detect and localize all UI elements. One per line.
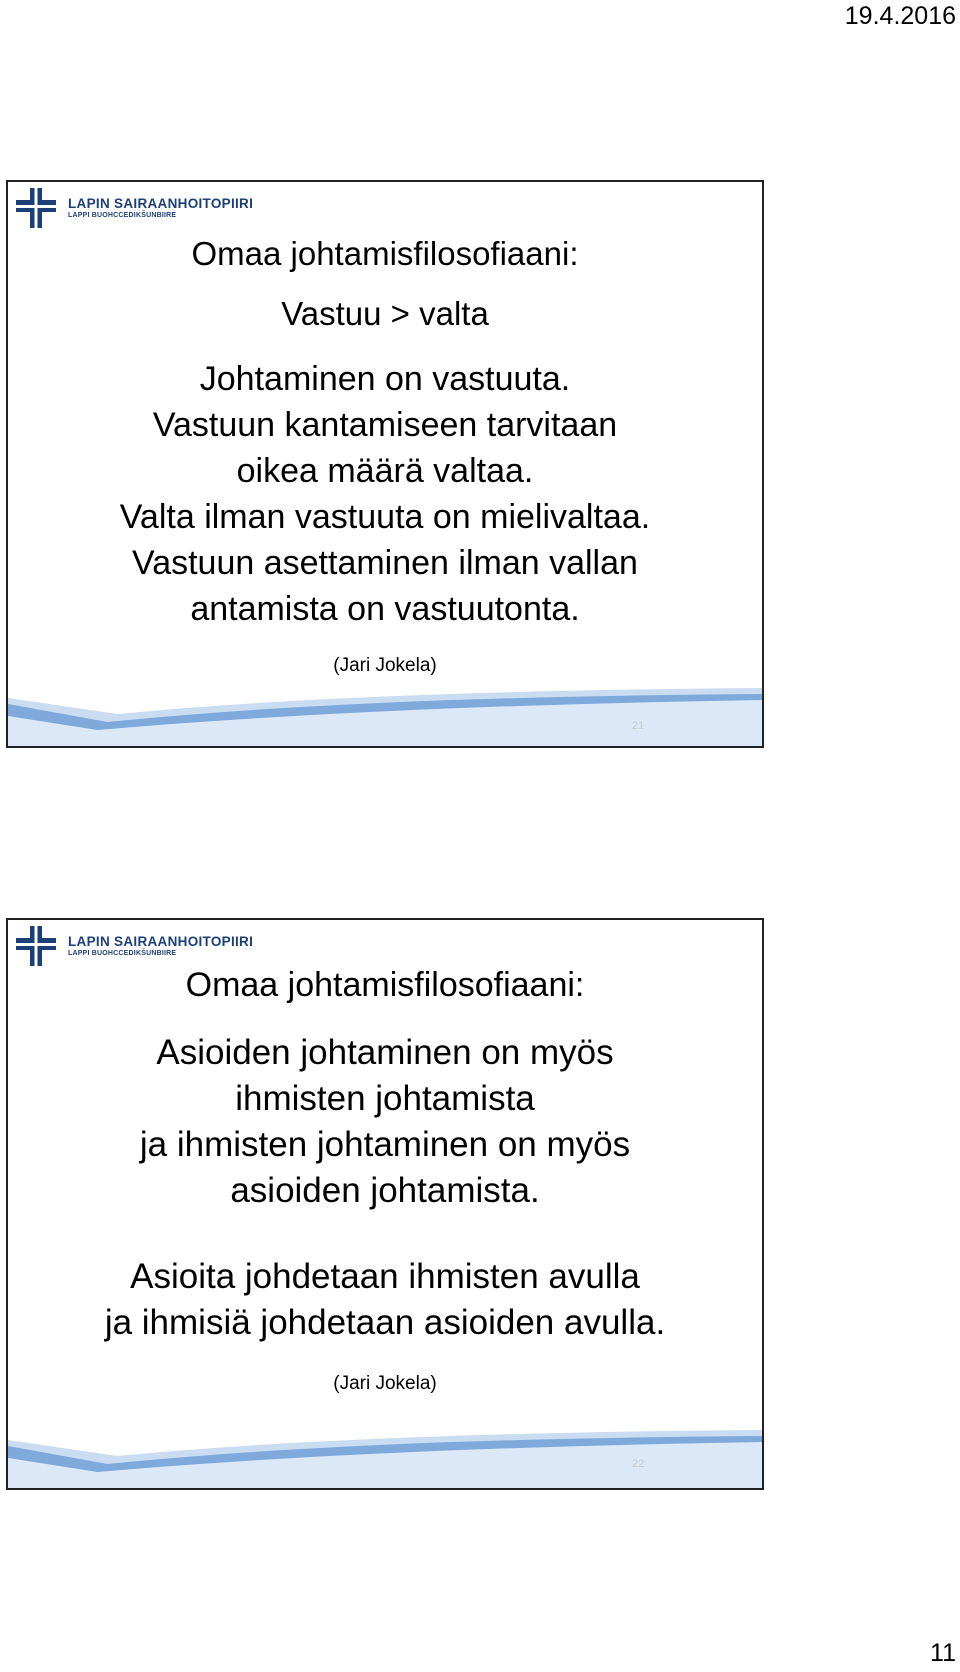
cross-logo-icon [16, 188, 56, 228]
slide-body [8, 1030, 762, 1214]
slide-body [8, 356, 762, 632]
slide-subtitle: Vastuu > valta [281, 295, 489, 332]
slide-22 [6, 918, 764, 1490]
body-line: ja ihmisiä johdetaan asioiden avulla. [104, 1303, 666, 1342]
slide-title: Omaa johtamisfilosofiaani: [185, 966, 585, 1004]
body-line: Vastuun asettaminen ilman vallan [132, 544, 638, 582]
slide-body-2 [8, 1254, 762, 1346]
body-line: Johtaminen on vastuuta. [199, 360, 571, 398]
body-line: ja ihmisten johtaminen on myös [139, 1125, 631, 1164]
slide-21 [6, 180, 764, 748]
body-line: Asioiden johtaminen on myös [156, 1033, 614, 1072]
logo-subtitle: LAPPI BUOHCCEDIKŠUNBIIRE [68, 950, 177, 957]
citation: (Jari Jokela) [333, 1373, 437, 1394]
slide-footer-band [8, 686, 762, 746]
slide-number: 21 [632, 720, 645, 732]
body-line: Valta ilman vastuuta on mielivaltaa. [119, 498, 651, 536]
slide-number: 22 [632, 1458, 645, 1470]
logo [16, 926, 253, 966]
logo-title: LAPIN SAIRAANHOITOPIIRI [68, 934, 254, 949]
body-line: oikea määrä valtaa. [236, 452, 534, 490]
logo [16, 188, 253, 228]
body-line: Vastuun kantamiseen tarvitaan [152, 406, 618, 444]
cross-logo-icon [16, 926, 56, 966]
body-line: Asioita johdetaan ihmisten avulla [130, 1257, 640, 1296]
page-date: 19.4.2016 [844, 2, 956, 30]
slide-footer-band [8, 1428, 762, 1488]
page-number: 11 [930, 1639, 956, 1667]
body-line: ihmisten johtamista [235, 1079, 535, 1118]
logo-title: LAPIN SAIRAANHOITOPIIRI [68, 196, 254, 211]
citation: (Jari Jokela) [333, 655, 437, 676]
body-line: antamista on vastuutonta. [190, 590, 580, 628]
body-line: asioiden johtamista. [230, 1171, 540, 1210]
slide-title: Omaa johtamisfilosofiaani: [191, 235, 579, 272]
logo-subtitle: LAPPI BUOHCCEDIKŠUNBIIRE [68, 212, 177, 219]
